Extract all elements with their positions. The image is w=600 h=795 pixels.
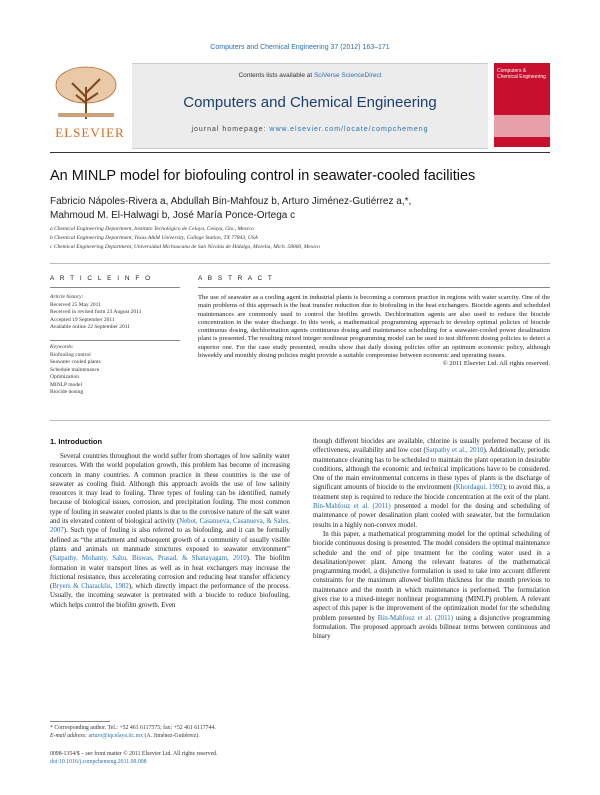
info-rule <box>50 287 180 288</box>
affil-rule <box>50 263 550 264</box>
doi-link[interactable]: doi:10.1016/j.compchemeng.2011.09.008 <box>50 758 147 765</box>
abstract-body <box>198 294 550 369</box>
homepage-line: journal homepage: www.elsevier.com/locate/compchemeng <box>191 126 429 133</box>
history-received: Received 25 May 2011 <box>50 301 101 308</box>
keyword-item: Seawater cooled plants <box>50 359 101 365</box>
paragraph: In this paper, a mathematical programming model for the optimal scheduling of biocide continuous dosing is presented. The model considers the optimal maintenance schedule and the end of pipe treatment for the cooling water used in a desalination/power plant. Among the relevant features of the mathematical programming model, a disjunctive formulation is used to take into account different constraints for the maximum allowed biofilm thickness for the month previous to maintenance and the month in which maintenance is performed. The formulation gives rise to a mixed-integer nonlinear programming (MINLP) problem. A relevant aspect of this paper is the improvement of the optimization model for the scheduling problem presented by Bin-Mahfouz et al. (2011) using a disjunctive programming formulation. The proposed approach avoids bilinear terms between continuous and binary <box>313 530 550 641</box>
affiliation-b: b Chemical Engineering Department, Texas A&M University, College Station, TX 77843, USA <box>50 235 258 241</box>
journal-title: Computers and Chemical Engineering <box>183 94 437 111</box>
history-revised: Received in revised form 23 August 2011 <box>50 309 142 315</box>
right-column <box>313 437 550 642</box>
copyright: © 2011 Elsevier Ltd. All rights reserved. <box>442 360 550 368</box>
history-accepted: Accepted 19 September 2011 <box>50 316 115 323</box>
journal-cover-image <box>494 63 550 147</box>
contents-line: Contents lists available at SciVerse ScienceDirect <box>238 72 382 79</box>
article-history <box>50 294 180 332</box>
citation-link[interactable]: Bin-Mahfouz et al. (2011) <box>313 503 391 511</box>
section-heading: 1. Introduction <box>50 437 103 446</box>
footnote-rule <box>50 721 110 722</box>
cover-band <box>494 115 550 137</box>
left-column <box>50 452 290 610</box>
elsevier-tree-icon <box>50 63 122 121</box>
affiliation-a: a Chemical Engineering Department, Instituto Tecnológico de Celaya, Celaya, Gto., Mexico <box>50 226 254 232</box>
paragraph: Several countries throughout the world suffer from shortages of low salinity water resources. With the world population growth, this problem has become of increasing concern in many countries. A common practice in these countries is the use of seawater as cooling fluid. Although this approach avoids the use of low salinity resources it may lead to fouling. Three types of fouling can be identified, namely because of biological issues, corrosion, and precipitation fouling. The most common type of fouling in seawater cooled plants is due to the corrosive nature of the salt water and its elevated content of biological activity (Nebot, Casanueva, Casanueva, & Sales, 2007). Such type of fouling is also referred to as biofouling, and it can be formally defined as “the attachment and subsequent growth of a community of usually visible plants and animals on manmade structures exposed to seawater environment” (Satpathy, Mohanty, Sahu, Biswas, Prasad, & Shanayagam, 2010). The biofilm formation in water transport lines as well as in heat exchangers may increase the frictional resistance, thus accelerating corrosion and reducing heat transfer efficiency (Bryers & Characklis, 1982), which directly impact the performance of the process. Usually, the incoming seawater is pretreated with a biocide to reduce biofouling, which helps control the biofilm growth. Even <box>50 453 291 609</box>
body-rule <box>50 420 550 421</box>
paragraph: though different biocides are available, chlorine is usually preferred because of its effectiveness, availability and low cost (Satpathy et al., 2010). Additionally, periodic maintenance cleaning has to be scheduled to maintain the plant operation in desirable conditions, although the economic and technical implications have to be considered. One of the main environmental concerns in these types of plants is the discharge of significant amounts of biocide to the environment (Khordagui, 1992); to avoid this, a treatment step is required to reduce the biocide concentration at the exit of the plant. Bin-Mahfouz et al. (2011) presented a model for the dosing and scheduling of maintenance of power desalination plant cooled with seawater, but the formulation results in a highly non-convex model. <box>313 438 551 529</box>
citation-link[interactable]: Bryers & Characklis, 1982 <box>52 583 129 591</box>
citation-link[interactable]: Bin-Mahfouz et al. (2011) <box>377 614 454 622</box>
citation-link[interactable]: Satpathy, Mohanty, Sahu, Biswas, Prasad, & Shanayagam, 2010 <box>52 555 247 563</box>
journal-banner <box>132 63 488 149</box>
keyword-item: Schedule maintenance <box>50 366 100 373</box>
email-link[interactable]: arturo@iqcelaya.itc.mx <box>88 732 144 739</box>
abstract-rule <box>198 287 550 288</box>
citation-link[interactable]: Nebot, Casanueva, Casanueva, & Sales, 2007 <box>50 518 290 535</box>
corresponding-author: * Corresponding author. Tel.: +52 461 6117575; fax: +52 461 6117744. <box>50 725 216 731</box>
journal-citation: Computers and Chemical Engineering 37 (2012) 163–171 <box>210 44 390 51</box>
keyword-item: Optimization <box>50 374 80 380</box>
authors-line-1: Fabricio Nápoles-Rivera a, Abdullah Bin-Mahfouz b, Arturo Jiménez-Gutiérrez a,*, <box>50 196 412 207</box>
publisher-name: ELSEVIER <box>55 125 125 140</box>
cover-title: Computers & Chemical Engineering <box>497 68 546 80</box>
history-online: Available online 22 September 2011 <box>50 324 131 330</box>
author-list <box>50 195 550 223</box>
issn-line: 0098-1354/$ – see front matter © 2011 Elsevier Ltd. All rights reserved. <box>50 751 218 757</box>
keyword-item: Biocide dosing <box>50 389 84 395</box>
sciencedirect-link[interactable]: SciVerse ScienceDirect <box>313 72 382 79</box>
history-label: Article history: <box>50 294 84 300</box>
article-title: An MINLP model for biofouling control in seawater-cooled facilities <box>50 168 476 184</box>
citation-link[interactable]: Satpathy et al., 2010 <box>425 447 484 455</box>
keywords <box>50 344 180 397</box>
keyword-item: MINLP model <box>50 381 83 388</box>
article-info-label: A R T I C L E I N F O <box>50 275 153 282</box>
journal-header <box>50 63 550 147</box>
affiliation-c: c Chemical Engineering Department, Universidad Michoacana de San Nicolás de Hidalgo, Morelia, Mich. 58060, Mexico <box>50 244 321 250</box>
email-line: E-mail address: arturo@iqcelaya.itc.mx (A. Jiménez-Gutiérrez). <box>50 732 200 739</box>
keywords-rule <box>50 340 180 341</box>
keyword-item: Biofouling control <box>50 351 91 358</box>
keywords-label: Keywords: <box>50 344 74 350</box>
homepage-link[interactable]: www.elsevier.com/locate/compchemeng <box>269 126 429 133</box>
front-matter <box>50 751 350 766</box>
abstract-label: A B S T R A C T <box>198 275 274 282</box>
authors-line-2: Mahmoud M. El-Halwagi b, José María Ponce-Ortega c <box>50 210 296 221</box>
abstract-text: The use of seawater as a cooling agent in industrial plants is becoming a common practice in regions with water scarcity. One of the main problems of this approach is the heat transfer reduction due to biofouling in the heat exchangers. Biocide agents and scheduled maintenances are commonly used to control the biofilm growth. Dechlorination agents are also used to reduce the biocide concentration in the water discharge. In this work, a mathematical programming approach to develop optimal policies of biocide continuous dosing, dechlorination agents continuous dosing and maintenance scheduling for a seawater-cooled power desalination plant is presented. The resulting mixed integer nonlinear programming model can be used to test different dosing policies to detect a superior one. For the case study presented, results show that daily dosing policies offer an optimum economic policy, although biweekly and monthly dosing policies might provide a suitable compromise between economic and operating issues. <box>198 294 550 360</box>
header-rule <box>50 152 550 153</box>
citation-link[interactable]: Khordagui, 1992 <box>455 484 503 492</box>
elsevier-logo <box>50 63 130 143</box>
footnotes <box>50 725 290 740</box>
